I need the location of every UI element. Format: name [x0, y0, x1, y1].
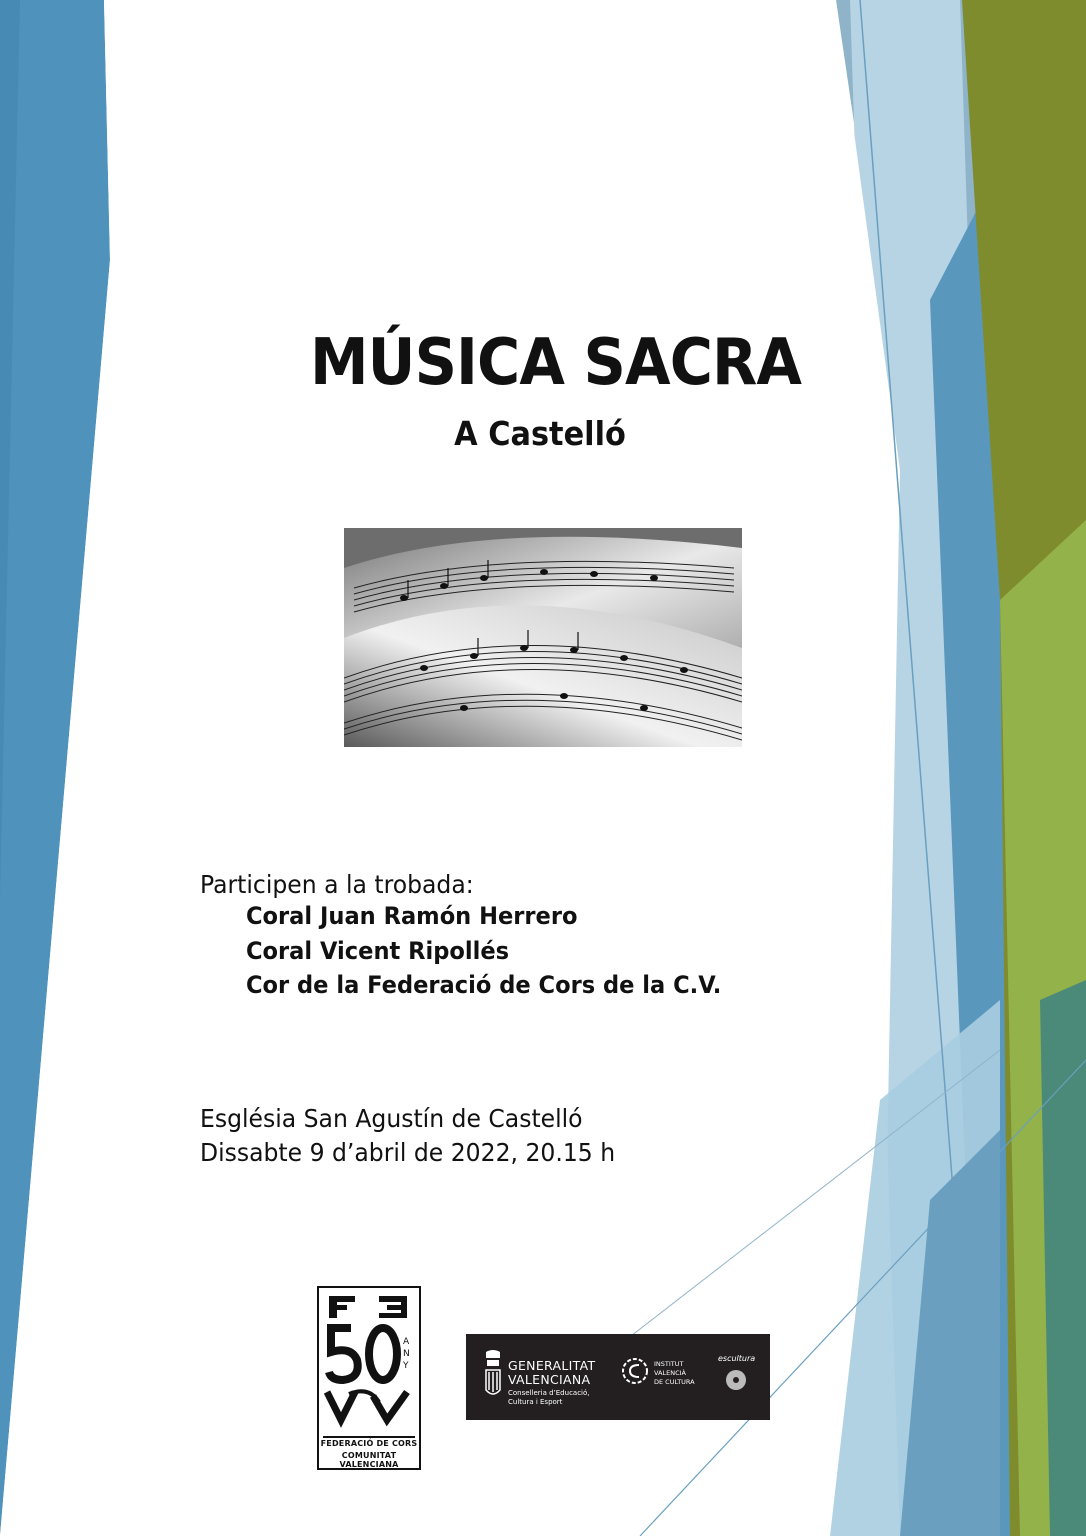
ivc-name: DE CULTURA: [654, 1378, 695, 1386]
choir-item: Coral Vicent Ripollés: [246, 937, 510, 965]
event-datetime: Dissabte 9 d’abril de 2022, 20.15 h: [200, 1138, 616, 1167]
fcv-caption: COMUNITAT VALENCIANA: [339, 1451, 399, 1469]
svg-text:N: N: [403, 1349, 410, 1359]
ivc-name: INSTITUT: [654, 1360, 684, 1368]
choir-item: Cor de la Federació de Cors de la C.V.: [246, 971, 722, 999]
sheet-music-photo: [344, 528, 742, 747]
escultura-label: escultura: [718, 1354, 756, 1363]
choir-item: Coral Juan Ramón Herrero: [246, 902, 578, 930]
gv-name: VALENCIANA: [508, 1372, 591, 1387]
fcv-50-mark-icon: [321, 1290, 417, 1430]
fcv-caption: FEDERACIÓ DE CORS: [320, 1439, 418, 1448]
fcv-logo: [317, 1286, 421, 1470]
gv-department: Cultura i Esport: [508, 1398, 563, 1406]
generalitat-logo-strip: [466, 1334, 770, 1420]
gv-department: Conselleria d’Educació,: [508, 1389, 590, 1397]
poster-title: MÚSICA SACRA: [310, 326, 802, 400]
ivc-ring-icon: [620, 1356, 650, 1386]
poster-subtitle: A Castelló: [454, 414, 626, 453]
event-venue: Església San Agustín de Castelló: [200, 1104, 583, 1133]
svg-text:Y: Y: [403, 1361, 409, 1371]
svg-text:A: A: [403, 1337, 410, 1347]
participants-label: Participen a la trobada:: [200, 870, 474, 899]
disc-icon: [724, 1368, 748, 1392]
ivc-name: VALENCIÀ: [654, 1369, 686, 1377]
gv-name: GENERALITAT: [508, 1358, 596, 1373]
gv-coat-of-arms-icon: [482, 1348, 504, 1404]
